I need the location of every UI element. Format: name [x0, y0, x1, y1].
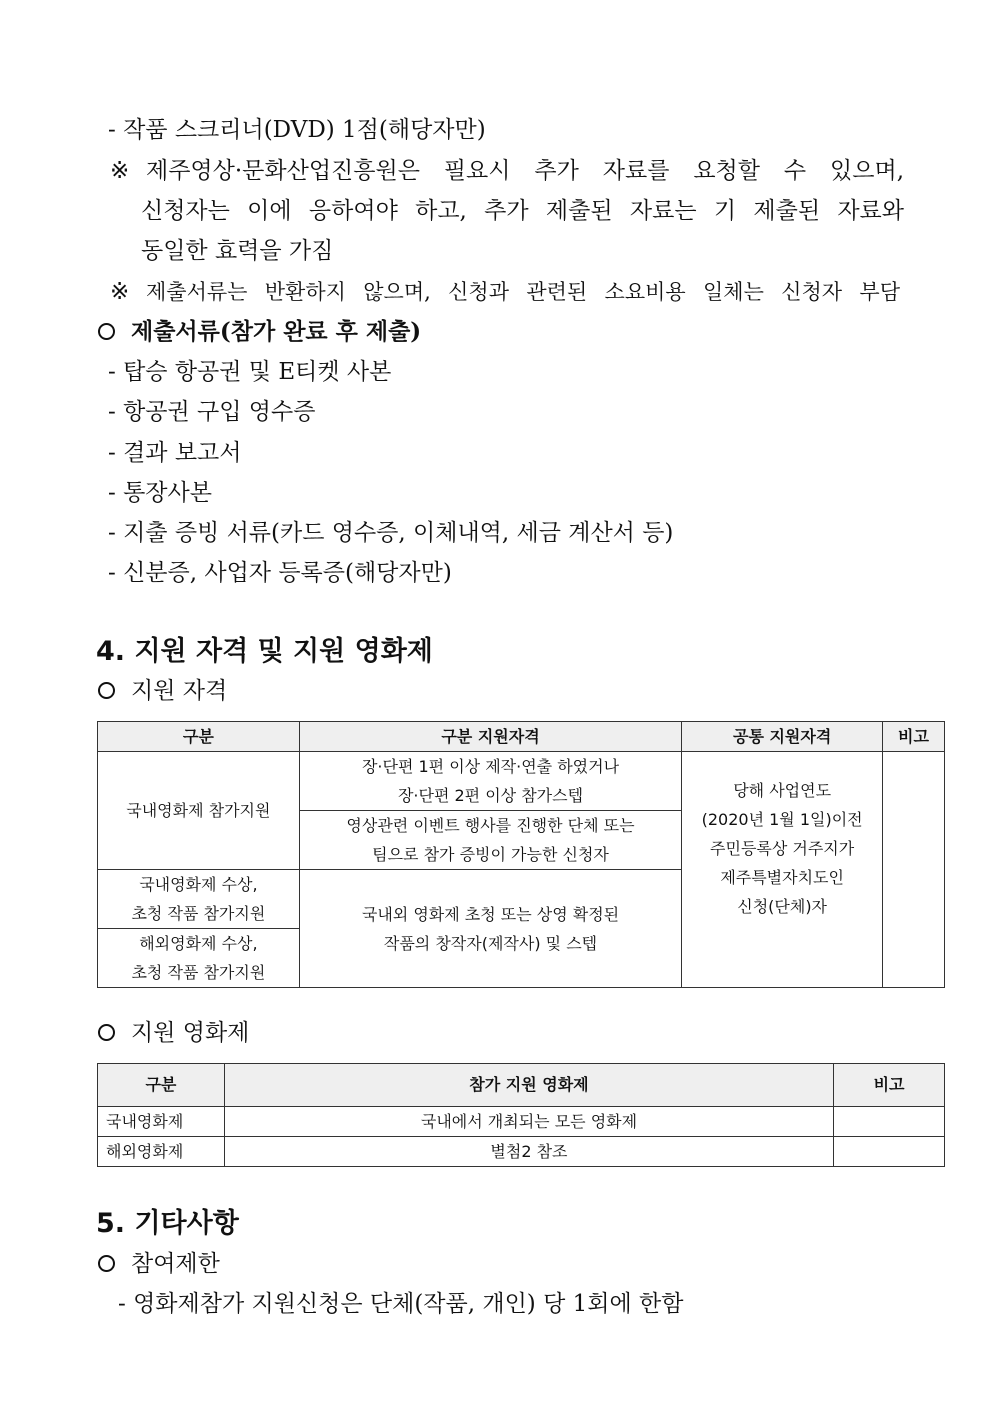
festival-table: [97, 1063, 945, 1167]
qualification-a-cell: [299, 752, 682, 811]
note-cell: [834, 1107, 945, 1137]
submission-item: - 통장사본: [108, 480, 212, 506]
common-line: 주민등록상 거주지가: [710, 839, 855, 858]
screener-item: - 작품 스크리너(DVD) 1점(해당자만): [108, 117, 486, 143]
table-header-cell: 비고: [834, 1064, 945, 1107]
award-qualification-cell: [299, 870, 682, 988]
festival-title-row: [98, 1017, 249, 1049]
qualification-title-row: [98, 675, 227, 707]
note1-line1: [146, 155, 904, 187]
table-header-cell: 구분: [98, 1064, 225, 1107]
circle-bullet-icon: [98, 1255, 115, 1272]
note1-line1-text: 제주영상·문화산업진흥원은 필요시 추가 자료를 요청할 수 있으며,: [146, 158, 904, 184]
common-qualification-cell: [682, 752, 883, 988]
award-qualification-line1: 국내외 영화제 초청 또는 상영 확정된: [361, 904, 620, 924]
qualification-title: 지원 자격: [131, 678, 228, 704]
domestic-award-category-cell: [98, 870, 300, 929]
limit-title: 참여제한: [131, 1251, 220, 1277]
note-mark-2: ※: [110, 279, 130, 305]
submission-item: - 신분증, 사업자 등록증(해당자만): [108, 560, 452, 586]
qualification-table: [97, 721, 945, 988]
submission-title: 제출서류(참가 완료 후 제출): [131, 318, 422, 345]
category-cell: 해외영화제: [98, 1137, 225, 1167]
table-row: [98, 1137, 945, 1167]
note2-text: 제출서류는 반환하지 않으며, 신청과 관련된 소요비용 일체는 신청자 부담: [146, 280, 900, 304]
note-cell: [834, 1137, 945, 1167]
note1-line2-text: 신청자는 이에 응하여야 하고, 추가 제출된 자료는 기 제출된 자료와: [141, 198, 904, 224]
limit-title-row: [98, 1248, 220, 1280]
category-line1: 해외영화제 수상,: [139, 934, 258, 953]
note1-line2: [141, 195, 904, 227]
circle-bullet-icon: [98, 323, 115, 340]
note2-line: [146, 276, 900, 308]
circle-bullet-icon: [98, 1024, 115, 1041]
qualification-b-line2: 팀으로 참가 증빙이 가능한 신청자: [372, 845, 609, 864]
category-line1: 국내영화제 수상,: [139, 875, 258, 894]
section4-heading: 4. 지원 자격 및 지원 영화제: [96, 636, 433, 667]
circle-bullet-icon: [98, 682, 115, 699]
common-line: 당해 사업연도: [733, 781, 832, 800]
table-row: [98, 752, 945, 811]
note-cell: [883, 752, 945, 988]
festival-cell: 별첨2 참조: [224, 1137, 833, 1167]
note1-line3: 동일한 효력을 가짐: [141, 238, 334, 264]
submission-title-row: [98, 316, 421, 348]
table-header-row: [98, 722, 945, 752]
common-line: 제주특별자치도인: [720, 868, 844, 887]
table-header-cell: 비고: [883, 722, 945, 752]
submission-item: - 항공권 구입 영수증: [108, 399, 316, 425]
overseas-award-category-cell: [98, 929, 300, 988]
limit-item: - 영화제참가 지원신청은 단체(작품, 개인) 당 1회에 한함: [118, 1291, 684, 1317]
note-mark: ※: [110, 158, 130, 184]
submission-item: - 결과 보고서: [108, 440, 242, 466]
table-header-cell: 참가 지원 영화제: [224, 1064, 833, 1107]
qualification-b-cell: [299, 811, 682, 870]
common-line: (2020년 1월 1일)이전: [701, 810, 863, 829]
domestic-category-cell: 국내영화제 참가지원: [98, 752, 300, 870]
festival-cell: 국내에서 개최되는 모든 영화제: [224, 1107, 833, 1137]
category-line2: 초청 작품 참가지원: [131, 904, 266, 923]
table-header-cell: 구분 지원자격: [299, 722, 682, 752]
qualification-b-line1: 영상관련 이벤트 행사를 진행한 단체 또는: [346, 816, 635, 835]
category-cell: 국내영화제: [98, 1107, 225, 1137]
award-qualification-line2: 작품의 창작자(제작사) 및 스텝: [383, 933, 598, 953]
submission-item: - 탑승 항공권 및 E티켓 사본: [108, 359, 392, 385]
common-line: 신청(단체)자: [737, 897, 828, 916]
table-header-cell: 공통 지원자격: [682, 722, 883, 752]
festival-title: 지원 영화제: [131, 1020, 250, 1046]
table-header-row: [98, 1064, 945, 1107]
submission-item: - 지출 증빙 서류(카드 영수증, 이체내역, 세금 계산서 등): [108, 520, 674, 546]
table-row: [98, 1107, 945, 1137]
table-header-cell: 구분: [98, 722, 300, 752]
section5-heading: 5. 기타사항: [96, 1208, 239, 1239]
category-line2: 초청 작품 참가지원: [131, 963, 266, 982]
qualification-a-line1: 장·단편 1편 이상 제작·연출 하였거나: [361, 757, 620, 776]
qualification-a-line2: 장·단편 2편 이상 참가스텝: [397, 786, 584, 805]
